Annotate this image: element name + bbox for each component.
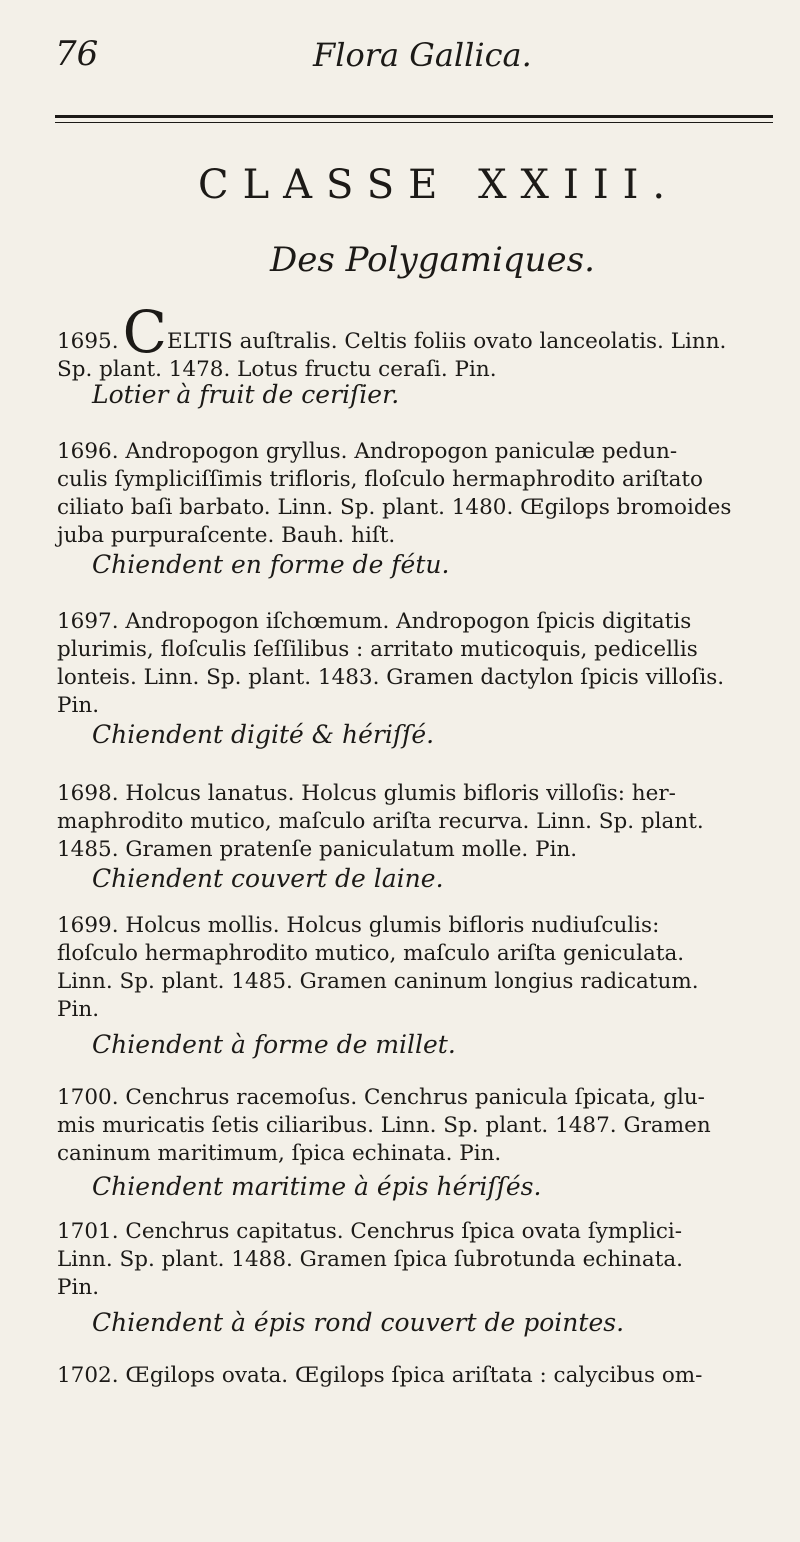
entry-line: Linn. Sp. plant. 1488. Gramen ſpica ſubrotunda echinata. (57, 1247, 684, 1272)
entry-line: Linn. Sp. plant. 1485. Gramen caninum longius radicatum. (57, 969, 699, 994)
entry-line: lonteis. Linn. Sp. plant. 1483. Gramen dactylon ſpicis villoſis. (57, 665, 725, 690)
entry-line: juba purpuraſcente. Bauh. hiſt. (57, 523, 396, 548)
common-name-1698: Chiendent couvert de laine. (92, 864, 444, 893)
entry-1696 (57, 438, 777, 550)
common-name-1699: Chiendent à forme de millet. (92, 1030, 456, 1059)
entry-1702 (57, 1362, 777, 1390)
common-name-1700: Chiendent maritime à épis hériſſés. (92, 1172, 542, 1201)
entry-line: 1700. Cenchrus racemoſus. Cenchrus panicula ſpicata, glu- (57, 1085, 705, 1110)
entry-1700 (57, 1084, 777, 1168)
entry-line: 1696. Andropogon gryllus. Andropogon paniculæ pedun- (57, 439, 678, 464)
entry-line: Sp. plant. 1478. Lotus fructu ceraſi. Pin. (57, 357, 497, 382)
entry-line: plurimis, floſculis ſeſſilibus : arritato muticoquis, pedicellis (57, 637, 698, 662)
entry-line: 1702. Œgilops ovata. Œgilops ſpica ariſtata : calycibus om- (57, 1363, 703, 1388)
header-rule-thin (55, 122, 773, 123)
class-title: CLASSE XXIII. (198, 162, 680, 208)
entry-text: ELTIS auſtralis. Celtis foliis ovato lanceolatis. Linn. (166, 329, 727, 354)
common-name-1695: Lotier à fruit de ceriſier. (92, 380, 400, 409)
page-header (55, 28, 775, 78)
entry-line: ciliato baſi barbato. Linn. Sp. plant. 1480. Œgilops bromoides (57, 495, 732, 520)
common-name-1701: Chiendent à épis rond couvert de pointes. (92, 1308, 625, 1337)
page-number: 76 (55, 34, 99, 74)
entry-1698 (57, 780, 777, 864)
common-name-1696: Chiendent en forme de fétu. (92, 550, 450, 579)
entry-1697 (57, 608, 777, 720)
entry-line (57, 298, 777, 366)
entry-line: 1699. Holcus mollis. Holcus glumis bifloris nudiuſculis: (57, 913, 660, 938)
common-name-1697: Chiendent digité & hériſſé. (92, 720, 435, 749)
header-rule-thick (55, 115, 773, 118)
entry-line: Pin. (57, 997, 100, 1022)
entry-line: 1697. Andropogon iſchœmum. Andropogon ſpicis digitatis (57, 609, 692, 634)
entry-line: mis muricatis ſetis ciliaribus. Linn. Sp. plant. 1487. Gramen (57, 1113, 711, 1138)
entry-line: 1701. Cenchrus capitatus. Cenchrus ſpica ovata ſymplici- (57, 1219, 683, 1244)
entry-line: Pin. (57, 1275, 100, 1300)
entry-line: maphrodito mutico, maſculo ariſta recurva. Linn. Sp. plant. (57, 809, 704, 834)
entry-number: 1695. (57, 329, 119, 354)
entry-1701 (57, 1218, 777, 1302)
class-subtitle: Des Polygamiques. (270, 240, 595, 280)
entry-line: 1698. Holcus lanatus. Holcus glumis bifloris villoſis: her- (57, 781, 676, 806)
entry-line: culis ſympliciſſimis trifloris, floſculo hermaphrodito ariſtato (57, 467, 703, 492)
entry-1695 (57, 298, 777, 384)
entry-1699 (57, 912, 777, 1024)
entry-line: 1485. Gramen pratenſe paniculatum molle. Pin. (57, 837, 578, 862)
entry-line: caninum maritimum, ſpica echinata. Pin. (57, 1141, 502, 1166)
drop-cap: C (122, 298, 167, 366)
entry-line: floſculo hermaphrodito mutico, maſculo ariſta geniculata. (57, 941, 685, 966)
running-title: Flora Gallica. (313, 36, 532, 74)
entry-line: Pin. (57, 693, 100, 718)
